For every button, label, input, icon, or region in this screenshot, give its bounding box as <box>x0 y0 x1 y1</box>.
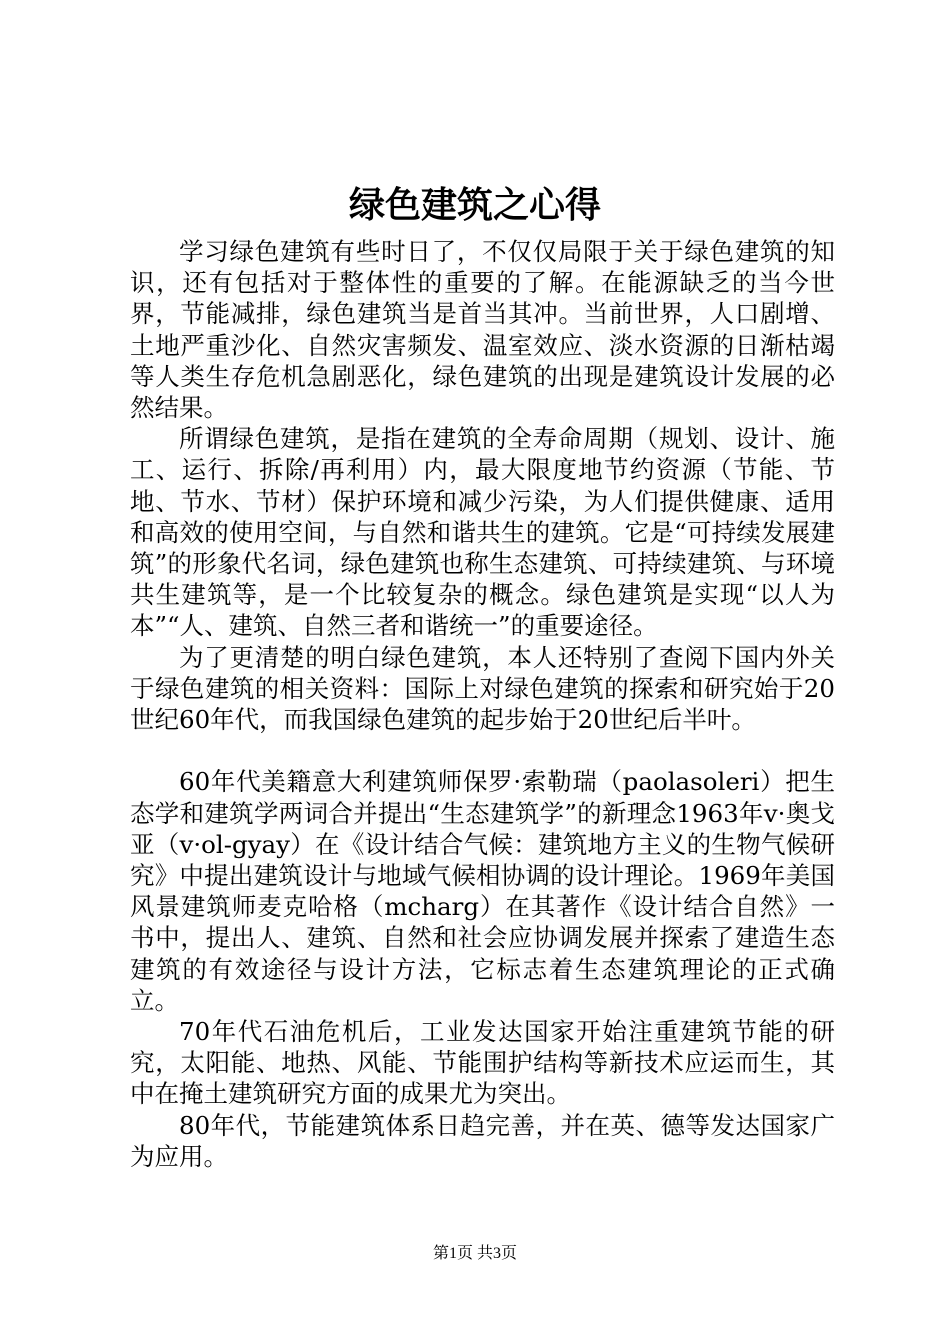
page-number-footer: 第1页 共3页 <box>432 1245 517 1262</box>
paragraph-research: 为了更清楚的明白绿色建筑，本人还特别了查阅下国内外关于绿色建筑的相关资料：国际上对绿色建筑的探索和研究始于20世纪60年代，而我国绿色建筑的起步始于20世纪后半叶。 <box>130 642 835 735</box>
paragraph-definition: 所谓绿色建筑，是指在建筑的全寿命周期（规划、设计、施工、运行、拆除/再利用）内，最大限度地节约资源（节能、节地、节水、节材）保护环境和减少污染，为人们提供健康、适用和高效的使用空间，与自然和谐共生的建筑。它是“可持续发展建筑”的形象代名词，绿色建筑也称生态建筑、可持续建筑、与环境共生建筑等，是一个比较复杂的概念。绿色建筑是实现“以人为本”“人、建筑、自然三者和谐统一”的重要途径。 <box>130 424 835 641</box>
paragraph-1980s: 80年代，节能建筑体系日趋完善，并在英、德等发达国家广为应用。 <box>130 1110 835 1171</box>
paragraph-intro: 学习绿色建筑有些时日了，不仅仅局限于关于绿色建筑的知识，还有包括对于整体性的重要的了解。在能源缺乏的当今世界，节能减排，绿色建筑当是首当其冲。当前世界，人口剧增、土地严重沙化、自然灾害频发、温室效应、淡水资源的日渐枯竭等人类生存危机急剧恶化，绿色建筑的出现是建筑设计发展的必然结果。 <box>130 237 835 423</box>
paragraph-spacer <box>130 735 835 766</box>
paragraph-1970s: 70年代石油危机后，工业发达国家开始注重建筑节能的研究，太阳能、地热、风能、节能围护结构等新技术应运而生，其中在掩土建筑研究方面的成果尤为突出。 <box>130 1017 835 1109</box>
document-title: 绿色建筑之心得 <box>348 184 601 226</box>
paragraph-1960s: 60年代美籍意大利建筑师保罗·索勒瑞（paolasoleri）把生态学和建筑学两词合并提出“生态建筑学”的新理念1963年v·奥戈亚（v·ol-gyay）在《设计结合气候：建筑地方主义的生物气候研究》中提出建筑设计与地域气候相协调的设计理论。1969年美国风景建筑师麦克哈格（mcharg）在其著作《设计结合自然》一书中，提出人、建筑、自然和社会应协调发展并探索了建造生态建筑的有效途径与设计方法，它标志着生态建筑理论的正式确立。 <box>130 767 835 1015</box>
document-body <box>130 236 835 1172</box>
